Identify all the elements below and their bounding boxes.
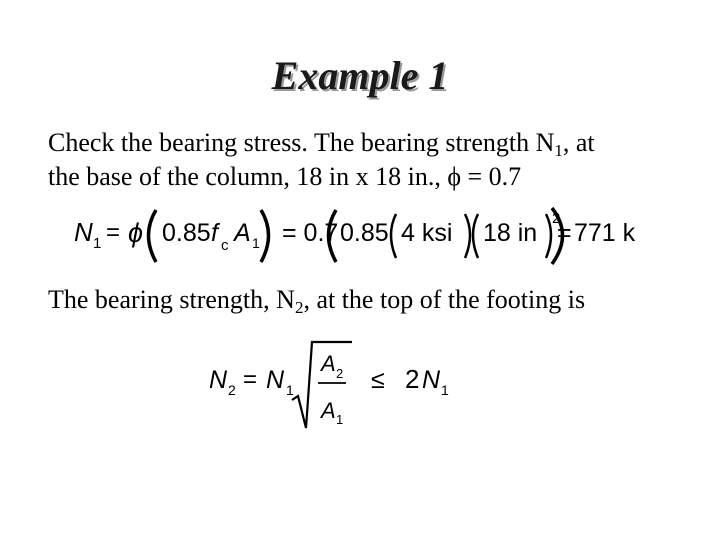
subscript: 2 bbox=[336, 366, 344, 381]
text-segment: , at the top of the footing is bbox=[303, 285, 586, 314]
subscript: 1 bbox=[252, 235, 260, 251]
open-paren bbox=[391, 214, 396, 258]
result-value: 771 k bbox=[574, 219, 636, 247]
subscript: 2 bbox=[228, 382, 236, 398]
slide-title: Example 1 bbox=[271, 53, 449, 98]
exponent: 2 bbox=[552, 210, 561, 227]
subscript: 1 bbox=[336, 412, 344, 427]
subscript: c bbox=[221, 237, 229, 254]
text-segment: , at bbox=[562, 128, 595, 157]
symbol-f: f bbox=[211, 219, 218, 247]
symbol-n: N bbox=[422, 366, 441, 394]
ksi-value: 4 ksi bbox=[401, 219, 453, 247]
equation-bearing-strength-n1 bbox=[68, 202, 636, 270]
subscript: 1 bbox=[93, 235, 102, 252]
less-or-equal-sign: ≤ bbox=[371, 366, 385, 394]
equals-sign: = bbox=[106, 219, 121, 246]
equals-sign: = bbox=[243, 366, 258, 393]
symbol-n: N bbox=[209, 366, 228, 394]
subscript: 2 bbox=[294, 298, 304, 317]
close-paren bbox=[261, 210, 269, 262]
subscript: 1 bbox=[286, 382, 294, 398]
symbol-a: A bbox=[321, 398, 336, 423]
close-paren bbox=[546, 214, 551, 258]
open-paren bbox=[149, 210, 157, 262]
text-segment: The bearing strength, N bbox=[48, 285, 295, 314]
equals-value: = 0.7 bbox=[282, 219, 339, 247]
coefficient: 0.85 bbox=[340, 219, 389, 247]
symbol-a: A bbox=[321, 351, 336, 376]
close-paren bbox=[465, 214, 470, 258]
paragraph1-line2: the base of the column, 18 in x 18 in., ϕ = 0.7 bbox=[48, 162, 522, 191]
symbol-n: N bbox=[74, 217, 93, 247]
subscript: 1 bbox=[441, 382, 449, 398]
constant: 2 bbox=[405, 364, 420, 394]
subscript: 1 bbox=[554, 141, 563, 160]
phi-symbol: ϕ bbox=[128, 218, 144, 248]
coefficient: 0.85 bbox=[162, 219, 211, 247]
open-paren bbox=[473, 214, 478, 258]
equation-bearing-strength-n2 bbox=[205, 338, 465, 433]
paragraph-bearing-stress bbox=[48, 126, 595, 194]
equals-sign: = bbox=[557, 219, 572, 247]
paragraph-footing bbox=[48, 283, 585, 317]
paragraph1-line1 bbox=[48, 126, 595, 160]
symbol-n: N bbox=[266, 366, 285, 394]
dimension-value: 18 in bbox=[483, 219, 538, 247]
symbol-a: A bbox=[234, 219, 251, 247]
text-segment: Check the bearing stress. The bearing strength N bbox=[48, 128, 555, 157]
